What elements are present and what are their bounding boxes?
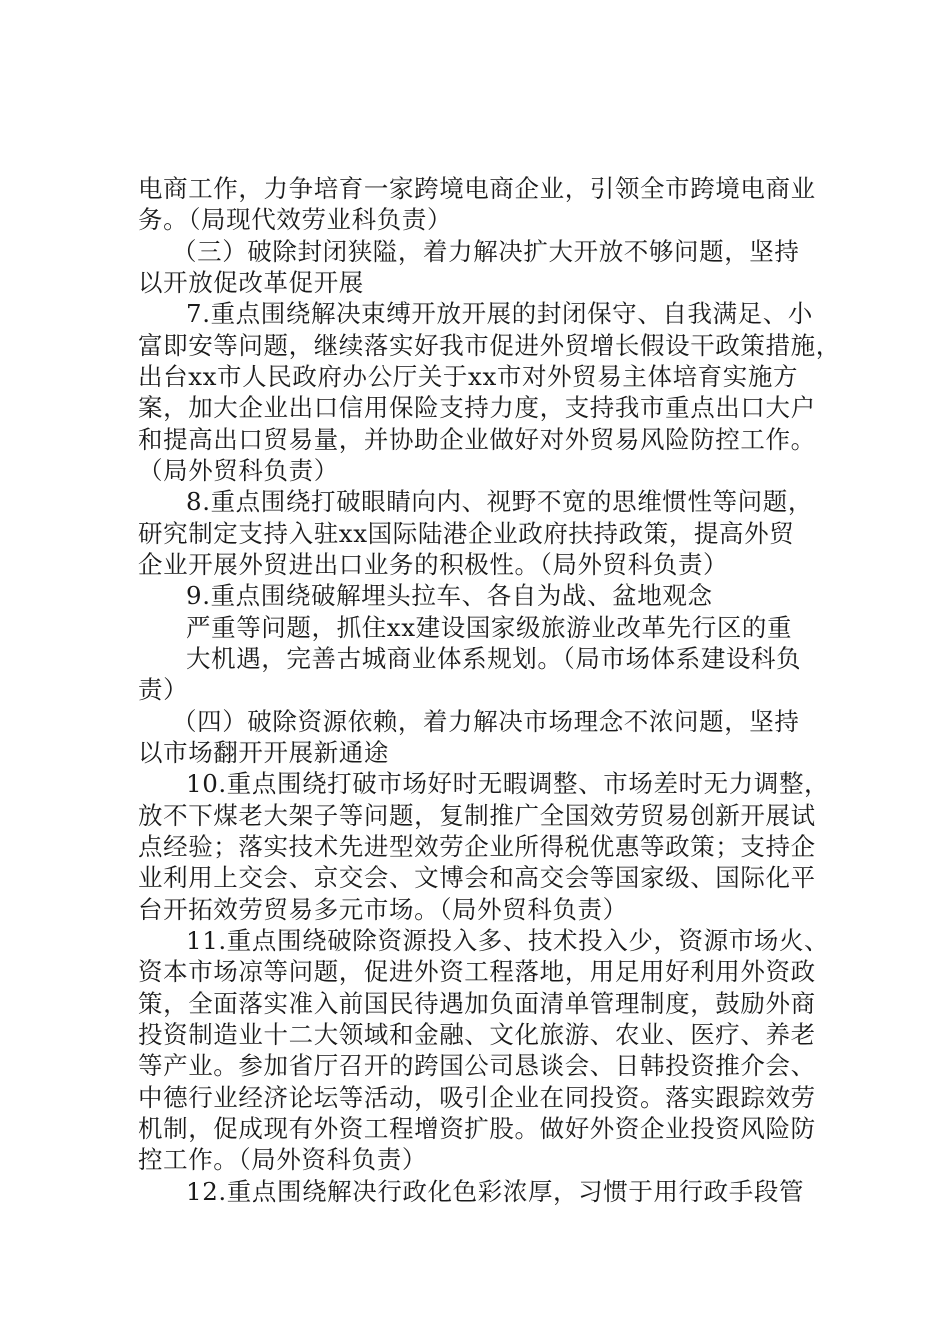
text-line: 大机遇，完善古城商业体系规划。（局市场体系建设科负 (186, 644, 802, 673)
text-line: 7.重点围绕解决束缚开放开展的封闭保守、自我满足、小 (186, 299, 813, 328)
text-line: 9.重点围绕破解埋头拉车、各自为战、盆地观念 (186, 581, 713, 610)
section-heading-line: （三）破除封闭狭隘，着力解决扩大开放不够问题，坚持 (172, 237, 800, 266)
text-line: 企业开展外贸进出口业务的积极性。（局外贸科负责） (138, 550, 729, 579)
text-line: 电商工作，力争培育一家跨境电商企业，引领全市跨境电商业 (138, 174, 816, 203)
text-line: 控工作。（局外资科负责） (138, 1145, 427, 1174)
text-line: 12.重点围绕解决行政化色彩浓厚，习惯于用行政手段管 (186, 1177, 805, 1206)
section-heading-line: （四）破除资源依赖，着力解决市场理念不浓问题，坚持 (172, 707, 800, 736)
text-line: 台开拓效劳贸易多元市场。（局外贸科负责） (138, 895, 628, 924)
text-line: 放不下煤老大架子等问题，复制推广全国效劳贸易创新开展试 (138, 801, 816, 830)
text-line: 机制，促成现有外资工程增资扩股。做好外资企业投资风险防 (138, 1114, 816, 1143)
text-line: 案，加大企业出口信用保险支持力度，支持我市重点出口大户 (138, 393, 816, 422)
text-line: 研究制定支持入驻xx国际陆港企业政府扶持政策，提高外贸 (138, 519, 795, 548)
text-line: 8.重点围绕打破眼睛向内、视野不宽的思维惯性等问题， (186, 487, 813, 516)
text-line: 11.重点围绕破除资源投入多、技术投入少，资源市场火、 (186, 926, 830, 955)
text-line: 投资制造业十二大领域和金融、文化旅游、农业、医疗、养老 (138, 1020, 816, 1049)
section-heading-line: 以开放促改革促开展 (138, 268, 364, 297)
text-line: 出台xx市人民政府办公厅关于xx市对外贸易主体培育实施方 (138, 362, 799, 391)
text-line: 业利用上交会、京交会、文博会和高交会等国家级、国际化平 (138, 863, 816, 892)
text-line: 等产业。参加省厅召开的跨国公司恳谈会、日韩投资推介会、 (138, 1051, 816, 1080)
text-line: 责） (138, 675, 189, 704)
text-line: 务。（局现代效劳业科负责） (138, 205, 453, 234)
text-line: 和提高出口贸易量，并协助企业做好对外贸易风险防控工作。 (138, 425, 816, 454)
text-line: 严重等问题，抓住xx建设国家级旅游业改革先行区的重 (186, 613, 793, 642)
text-line: 中德行业经济论坛等活动，吸引企业在同投资。落实跟踪效劳 (138, 1083, 816, 1112)
text-line: 点经验；落实技术先进型效劳企业所得税优惠等政策；支持企 (138, 832, 816, 861)
text-line: 10.重点围绕打破市场好时无暇调整、市场差时无力调整， (186, 769, 830, 798)
section-heading-line: 以市场翻开开展新通途 (138, 738, 389, 767)
text-line: （局外贸科负责） (138, 456, 339, 485)
text-line: 资本市场凉等问题，促进外资工程落地，用足用好利用外资政 (138, 957, 816, 986)
text-line: 富即安等问题，继续落实好我市促进外贸增长假设干政策措施， (138, 331, 841, 360)
text-line: 策，全面落实准入前国民待遇加负面清单管理制度，鼓励外商 (138, 989, 816, 1018)
